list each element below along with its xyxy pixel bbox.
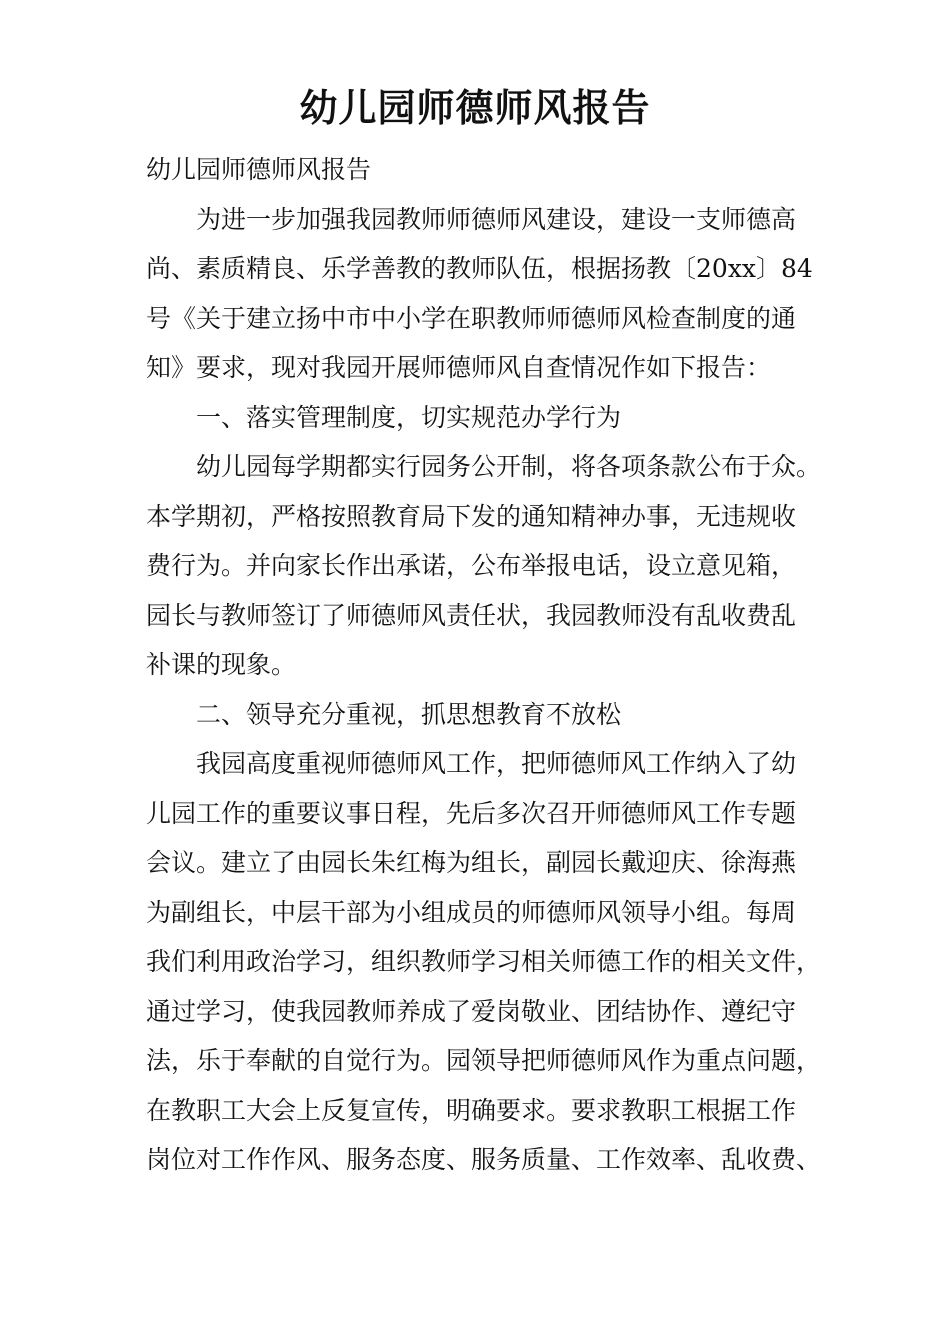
text-line: 本学期初，严格按照教育局下发的通知精神办事，无违规收 (146, 501, 797, 531)
text-line: 会议。建立了由园长朱红梅为组长，副园长戴迎庆、徐海燕 (146, 848, 797, 877)
paragraph-section-1 (146, 442, 826, 690)
section-heading-1 (146, 393, 826, 443)
text-line: 知》要求，现对我园开展师德师风自查情况作如下报告： (146, 353, 772, 382)
text-line: 费行为。并向家长作出承诺，公布举报电话，设立意见箱， (146, 551, 797, 580)
text-line: 为进一步加强我园教师师德师风建设，建设一支师德高 (196, 204, 797, 234)
text-line: 二、领导充分重视，抓思想教育不放松 (196, 699, 622, 729)
text-line: 我园高度重视师德师风工作，把师德师风工作纳入了幼 (196, 749, 797, 778)
document-title: 幼儿园师德师风报告 (299, 86, 651, 130)
text-line: 园长与教师签订了师德师风责任状，我园教师没有乱收费乱 (146, 600, 797, 630)
text-line: 儿园工作的重要议事日程，先后多次召开师德师风工作专题 (146, 798, 797, 828)
text-line: 法，乐于奉献的自觉行为。园领导把师德师风作为重点问题， (146, 1046, 822, 1075)
text-line: 补课的现象。 (146, 650, 297, 679)
document-body (146, 145, 826, 1185)
section-heading-2 (146, 690, 826, 740)
paragraph-section-2 (146, 739, 826, 1185)
text-line: 尚、素质精良、乐学善教的教师队伍，根据扬教〔20xx〕84 (146, 254, 813, 283)
text-line: 岗位对工作作风、服务态度、服务质量、工作效率、乱收费、 (146, 1145, 822, 1174)
paragraph-intro (146, 195, 826, 393)
text-line: 在教职工大会上反复宣传，明确要求。要求教职工根据工作 (146, 1095, 797, 1125)
document-subtitle: 幼儿园师德师风报告 (146, 155, 372, 184)
text-line: 为副组长，中层干部为小组成员的师德师风领导小组。每周 (146, 897, 797, 927)
text-line: 我们利用政治学习，组织教师学习相关师德工作的相关文件， (146, 947, 822, 976)
text-line: 一、落实管理制度，切实规范办学行为 (196, 402, 622, 432)
text-line: 通过学习，使我园教师养成了爱岗敬业、团结协作、遵纪守 (146, 996, 797, 1026)
text-line: 幼儿园每学期都实行园务公开制，将各项条款公布于众。 (196, 452, 822, 481)
text-line: 号《关于建立扬中市中小学在职教师师德师风检查制度的通 (146, 303, 797, 333)
